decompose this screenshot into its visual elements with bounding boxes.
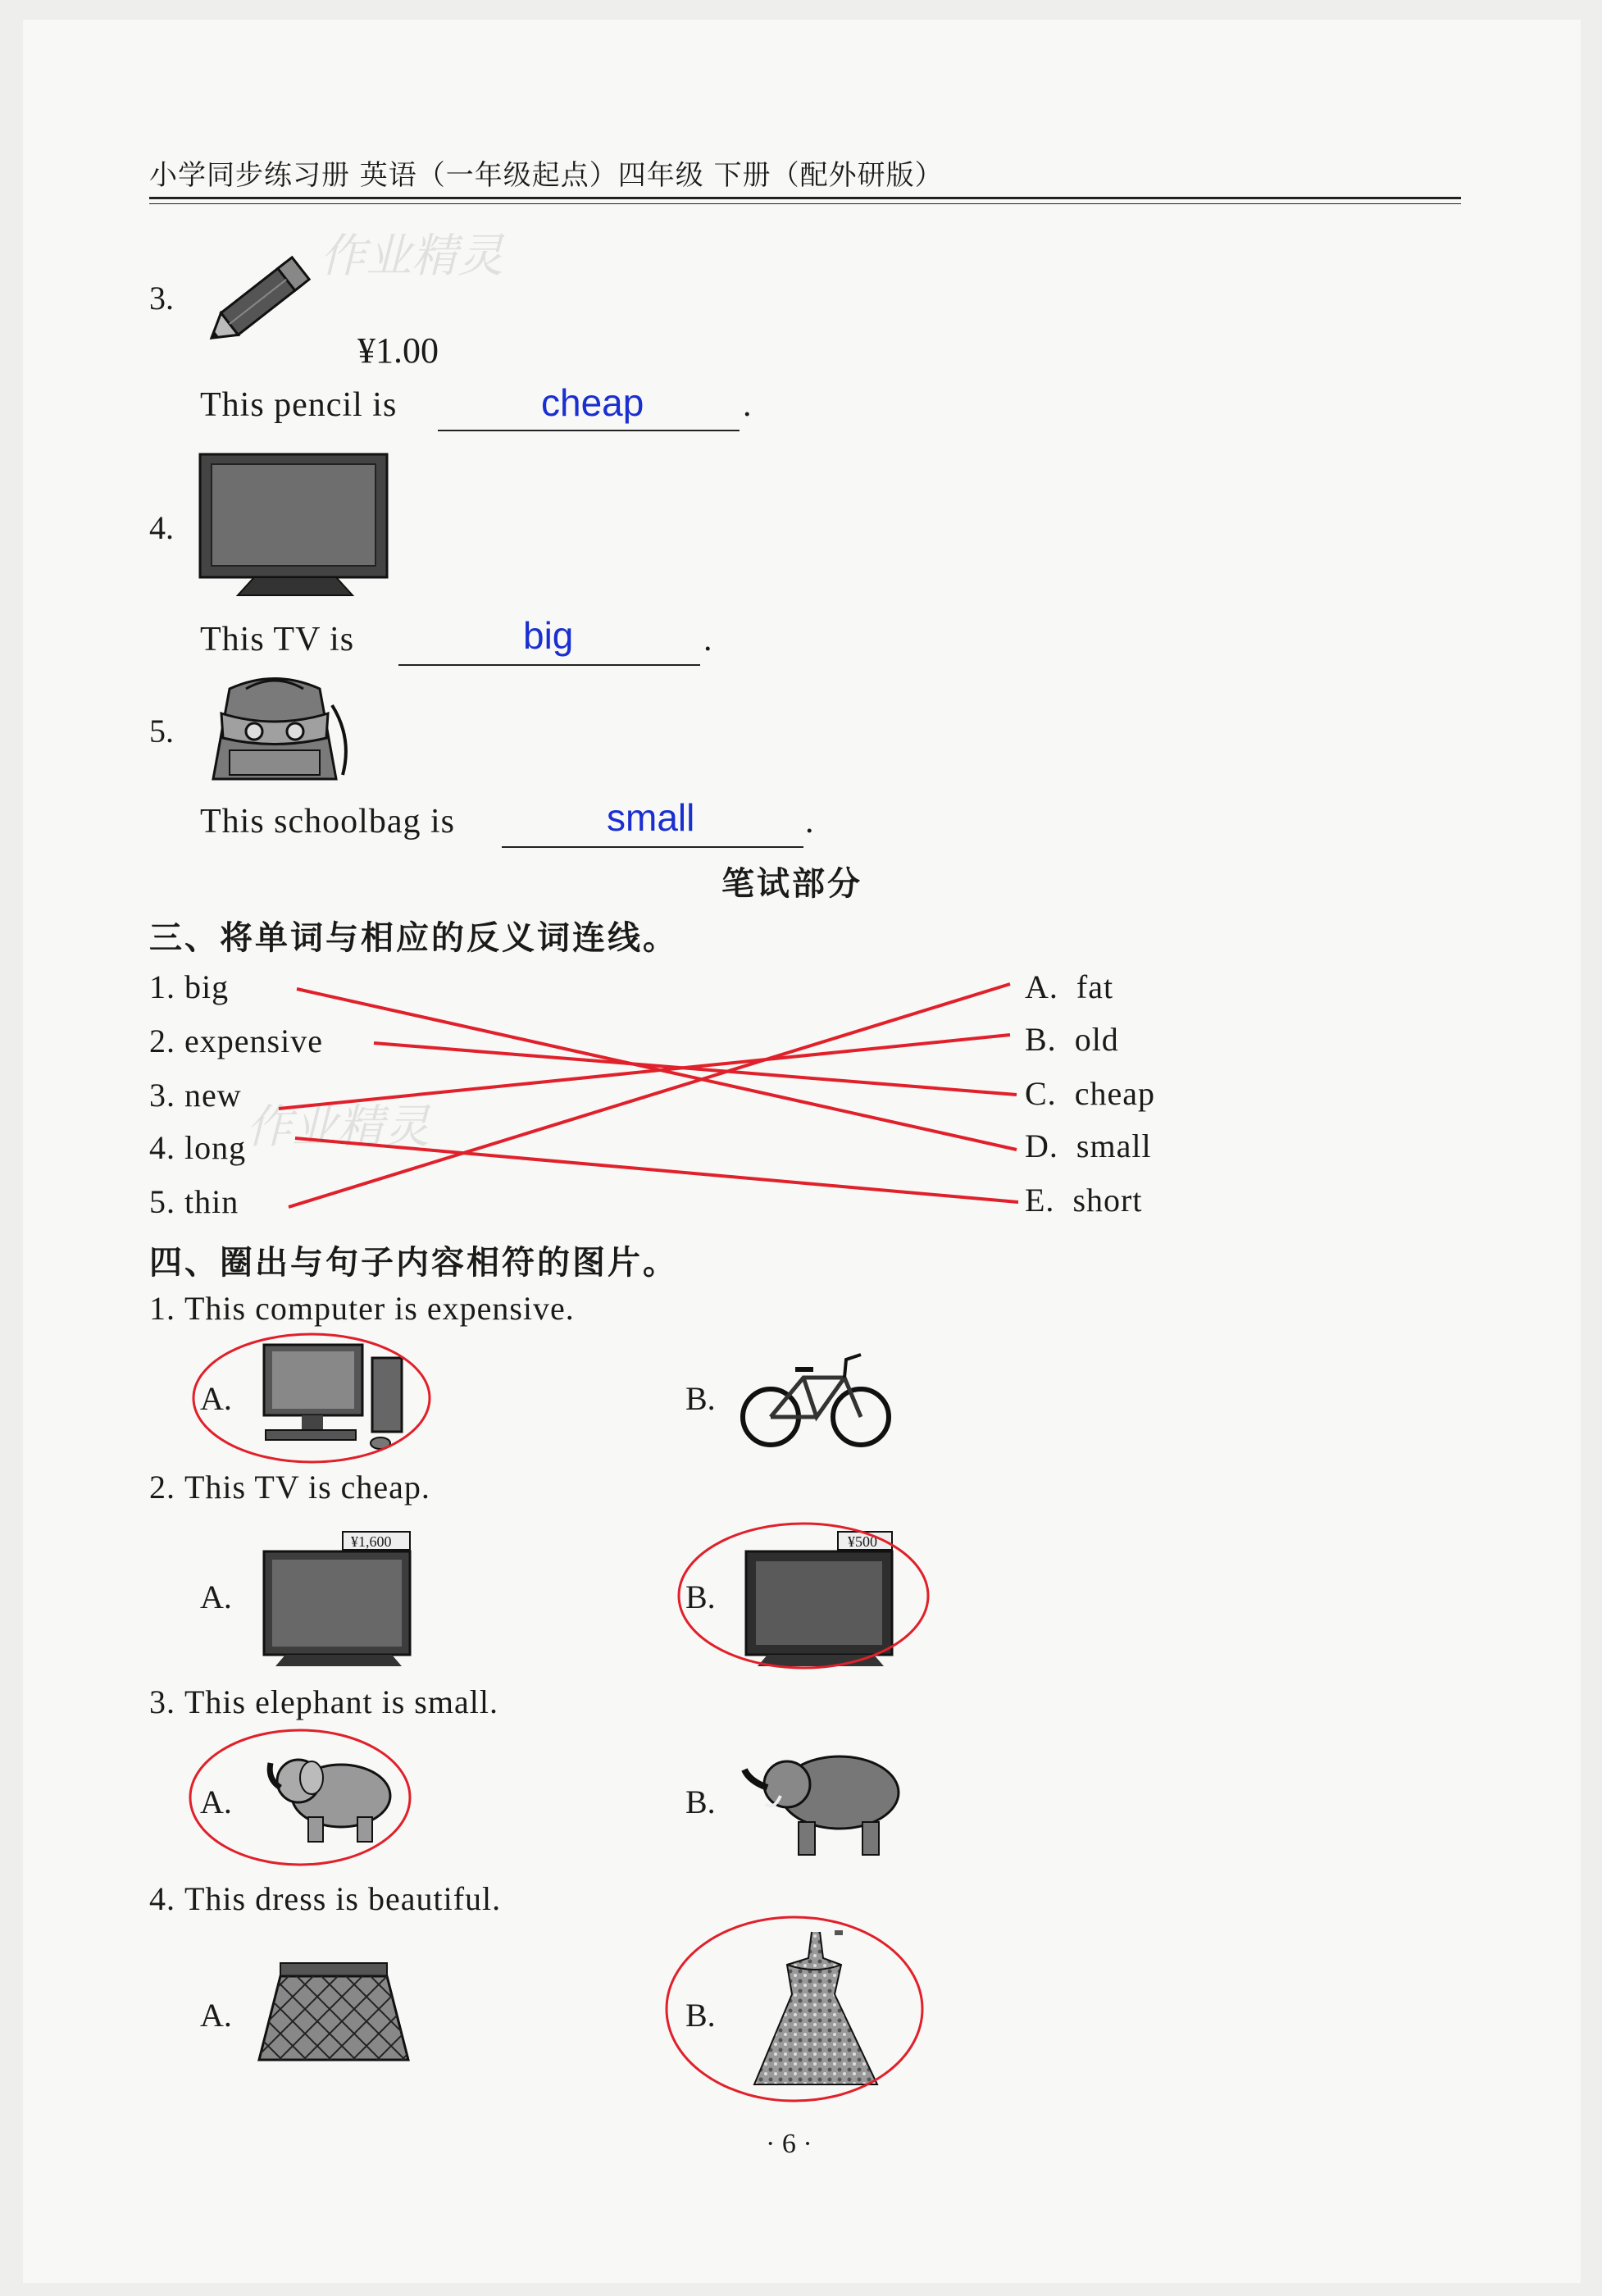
- option-a-label: A.: [200, 1578, 232, 1615]
- word: cheap: [1074, 1075, 1155, 1112]
- word: thin: [184, 1183, 239, 1220]
- sentence-text: This pencil is: [200, 386, 398, 424]
- word: old: [1074, 1021, 1119, 1058]
- option-a-label: A.: [200, 1997, 232, 2034]
- item-number: 5.: [149, 1183, 175, 1220]
- book-header-title: 小学同步练习册 英语（一年级起点）四年级 下册（配外研版）: [149, 159, 944, 192]
- question-sentence: This TV is cheap.: [184, 1469, 430, 1506]
- word: big: [184, 968, 230, 1005]
- handwritten-answer: small: [607, 796, 695, 839]
- handwritten-answer: big: [523, 614, 574, 657]
- page-number: · 6 ·: [766, 2129, 812, 2159]
- question-number: 3.: [149, 1683, 175, 1720]
- sentence-text: This TV is: [200, 621, 355, 658]
- word: expensive: [184, 1023, 323, 1059]
- bicycle-picture: [738, 1345, 894, 1451]
- word: new: [184, 1077, 242, 1114]
- big-elephant-picture: [741, 1745, 905, 1860]
- item-number: 4.: [149, 1129, 175, 1166]
- section3-title: 三、将单词与相应的反义词连线。: [149, 919, 678, 957]
- option-letter: D.: [1025, 1128, 1058, 1164]
- handwritten-answer: cheap: [541, 381, 644, 424]
- match-line-expensive-cheap: [374, 1043, 1017, 1095]
- skirt-picture: [256, 1960, 412, 2066]
- item-number: 4.: [149, 509, 174, 546]
- tv-picture-expensive: [261, 1530, 416, 1670]
- written-part-title: 笔试部分: [721, 865, 862, 903]
- item-number: 2.: [149, 1023, 175, 1059]
- question-4: [149, 1879, 501, 1918]
- question-3: [149, 1683, 498, 1721]
- answer-circle: [189, 1328, 435, 1468]
- question-number: 1.: [149, 1290, 175, 1327]
- answer-circle: [659, 1911, 930, 2107]
- option-b-label: B.: [685, 1997, 716, 2034]
- item-number: 1.: [149, 968, 175, 1005]
- word: fat: [1076, 968, 1114, 1005]
- price-tag-a: ¥1,600: [351, 1533, 392, 1550]
- option-a-label: A.: [200, 1380, 232, 1417]
- item-number: 3.: [149, 280, 174, 317]
- option-b-label: B.: [685, 1380, 716, 1417]
- option-b-label: B.: [685, 1578, 716, 1615]
- sentence-end: .: [743, 386, 753, 424]
- option-letter: A.: [1025, 968, 1058, 1005]
- question-sentence: This dress is beautiful.: [184, 1880, 502, 1917]
- sentence-end: .: [805, 803, 815, 840]
- sentence-text: This schoolbag is: [200, 803, 455, 840]
- watermark: 作业精灵: [320, 230, 503, 283]
- answer-circle: [185, 1725, 415, 1873]
- option-letter: E.: [1025, 1182, 1055, 1219]
- option-a-label: A.: [200, 1784, 232, 1820]
- watermark: 作业精灵: [246, 1100, 430, 1154]
- price-label: ¥1.00: [357, 330, 439, 371]
- sentence-end: .: [703, 621, 713, 658]
- question-sentence: This elephant is small.: [184, 1683, 498, 1720]
- option-b-label: B.: [685, 1784, 716, 1820]
- item-number: 5.: [149, 713, 174, 749]
- question-1: [149, 1289, 575, 1328]
- price-tag-b: ¥500: [848, 1533, 877, 1550]
- answer-circle: [672, 1514, 935, 1678]
- question-number: 2.: [149, 1469, 175, 1506]
- option-letter: B.: [1025, 1021, 1057, 1058]
- item-number: 3.: [149, 1077, 175, 1114]
- question-2: [149, 1468, 430, 1506]
- option-letter: C.: [1025, 1075, 1057, 1112]
- section4-title: 四、圈出与句子内容相符的图片。: [149, 1244, 678, 1282]
- word: long: [184, 1129, 247, 1166]
- word: small: [1076, 1128, 1152, 1164]
- word: short: [1072, 1182, 1143, 1219]
- question-number: 4.: [149, 1880, 175, 1917]
- question-sentence: This computer is expensive.: [184, 1290, 575, 1327]
